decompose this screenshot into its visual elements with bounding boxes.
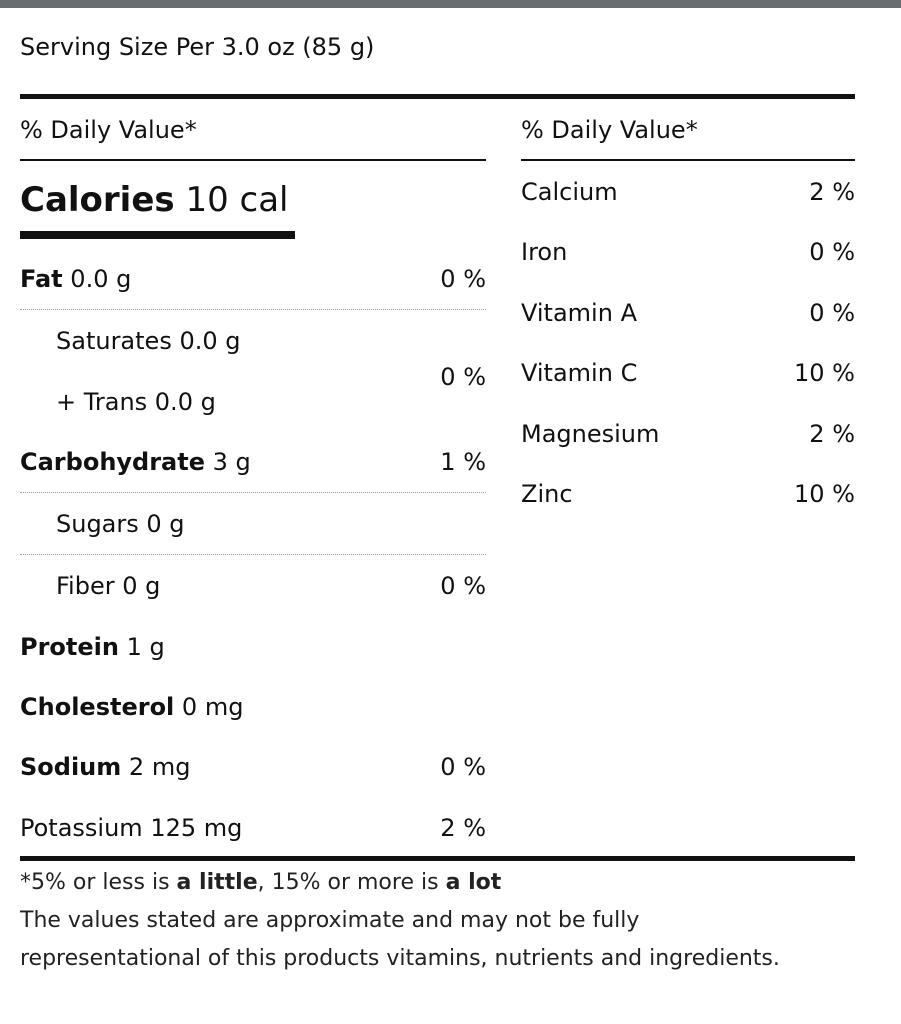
saturates-row: Saturates 0.0 g (56, 327, 241, 355)
sodium-label: Sodium (20, 753, 122, 781)
protein-amount: 1 g (126, 633, 165, 661)
mineral-label-calcium: Calcium (521, 178, 618, 206)
footnote-prefix: *5% or less is (20, 870, 177, 895)
mineral-label-vitamin-a: Vitamin A (521, 299, 637, 327)
carbohydrate-amount: 3 g (212, 448, 251, 476)
carbohydrate-label: Carbohydrate (20, 448, 206, 476)
mineral-pct-zinc: 10 % (794, 480, 855, 508)
serving-size: Serving Size Per 3.0 oz (85 g) (20, 33, 375, 61)
cholesterol-row (20, 692, 243, 722)
mineral-pct-vitamin-a: 0 % (809, 299, 855, 327)
mineral-label-zinc: Zinc (521, 480, 573, 508)
mineral-label-magnesium: Magnesium (521, 420, 660, 448)
dotted-divider (20, 309, 486, 310)
footnote (20, 869, 501, 897)
dotted-divider (20, 492, 486, 493)
potassium-pct: 2 % (440, 814, 486, 842)
potassium-row: Potassium 125 mg (20, 814, 243, 842)
protein-label: Protein (20, 633, 119, 661)
thick-divider-top (20, 94, 855, 99)
fat-label: Fat (20, 265, 63, 293)
mineral-pct-iron: 0 % (809, 238, 855, 266)
footnote-little: a little (176, 870, 258, 895)
daily-value-header-right: % Daily Value* (521, 116, 698, 144)
sat-trans-pct: 0 % (440, 363, 486, 391)
mineral-label-vitamin-c: Vitamin C (521, 359, 638, 387)
mineral-pct-calcium: 2 % (809, 178, 855, 206)
mineral-pct-magnesium: 2 % (809, 420, 855, 448)
mineral-label-iron: Iron (521, 238, 568, 266)
fiber-row: Fiber 0 g (56, 572, 161, 600)
cholesterol-amount: 0 mg (181, 693, 244, 721)
cholesterol-label: Cholesterol (20, 693, 175, 721)
calories-underline (20, 231, 295, 239)
calories-row (20, 179, 289, 221)
disclaimer-line-1: The values stated are approximate and may not be fully (20, 908, 640, 933)
calories-value: 10 cal (185, 180, 289, 220)
sugars-row: Sugars 0 g (56, 510, 185, 538)
sodium-pct: 0 % (440, 753, 486, 781)
top-bar (0, 0, 901, 8)
carbohydrate-row (20, 447, 251, 477)
dotted-divider (20, 554, 486, 555)
protein-row (20, 632, 165, 662)
disclaimer-line-2: representational of this products vitamins, nutrients and ingredients. (20, 946, 780, 971)
fat-row (20, 264, 131, 294)
fiber-pct: 0 % (440, 572, 486, 600)
fat-amount: 0.0 g (70, 265, 132, 293)
mineral-pct-vitamin-c: 10 % (794, 359, 855, 387)
fat-pct: 0 % (440, 265, 486, 293)
divider-left (20, 159, 486, 161)
divider-right (521, 159, 855, 161)
sodium-amount: 2 mg (128, 753, 191, 781)
footnote-lot: a lot (445, 870, 502, 895)
trans-row: + Trans 0.0 g (56, 388, 216, 416)
footnote-middle: , 15% or more is (257, 870, 446, 895)
daily-value-header-left: % Daily Value* (20, 116, 197, 144)
sodium-row (20, 752, 190, 782)
carbohydrate-pct: 1 % (440, 448, 486, 476)
calories-label: Calories (20, 180, 175, 220)
thick-divider-bottom (20, 856, 855, 861)
